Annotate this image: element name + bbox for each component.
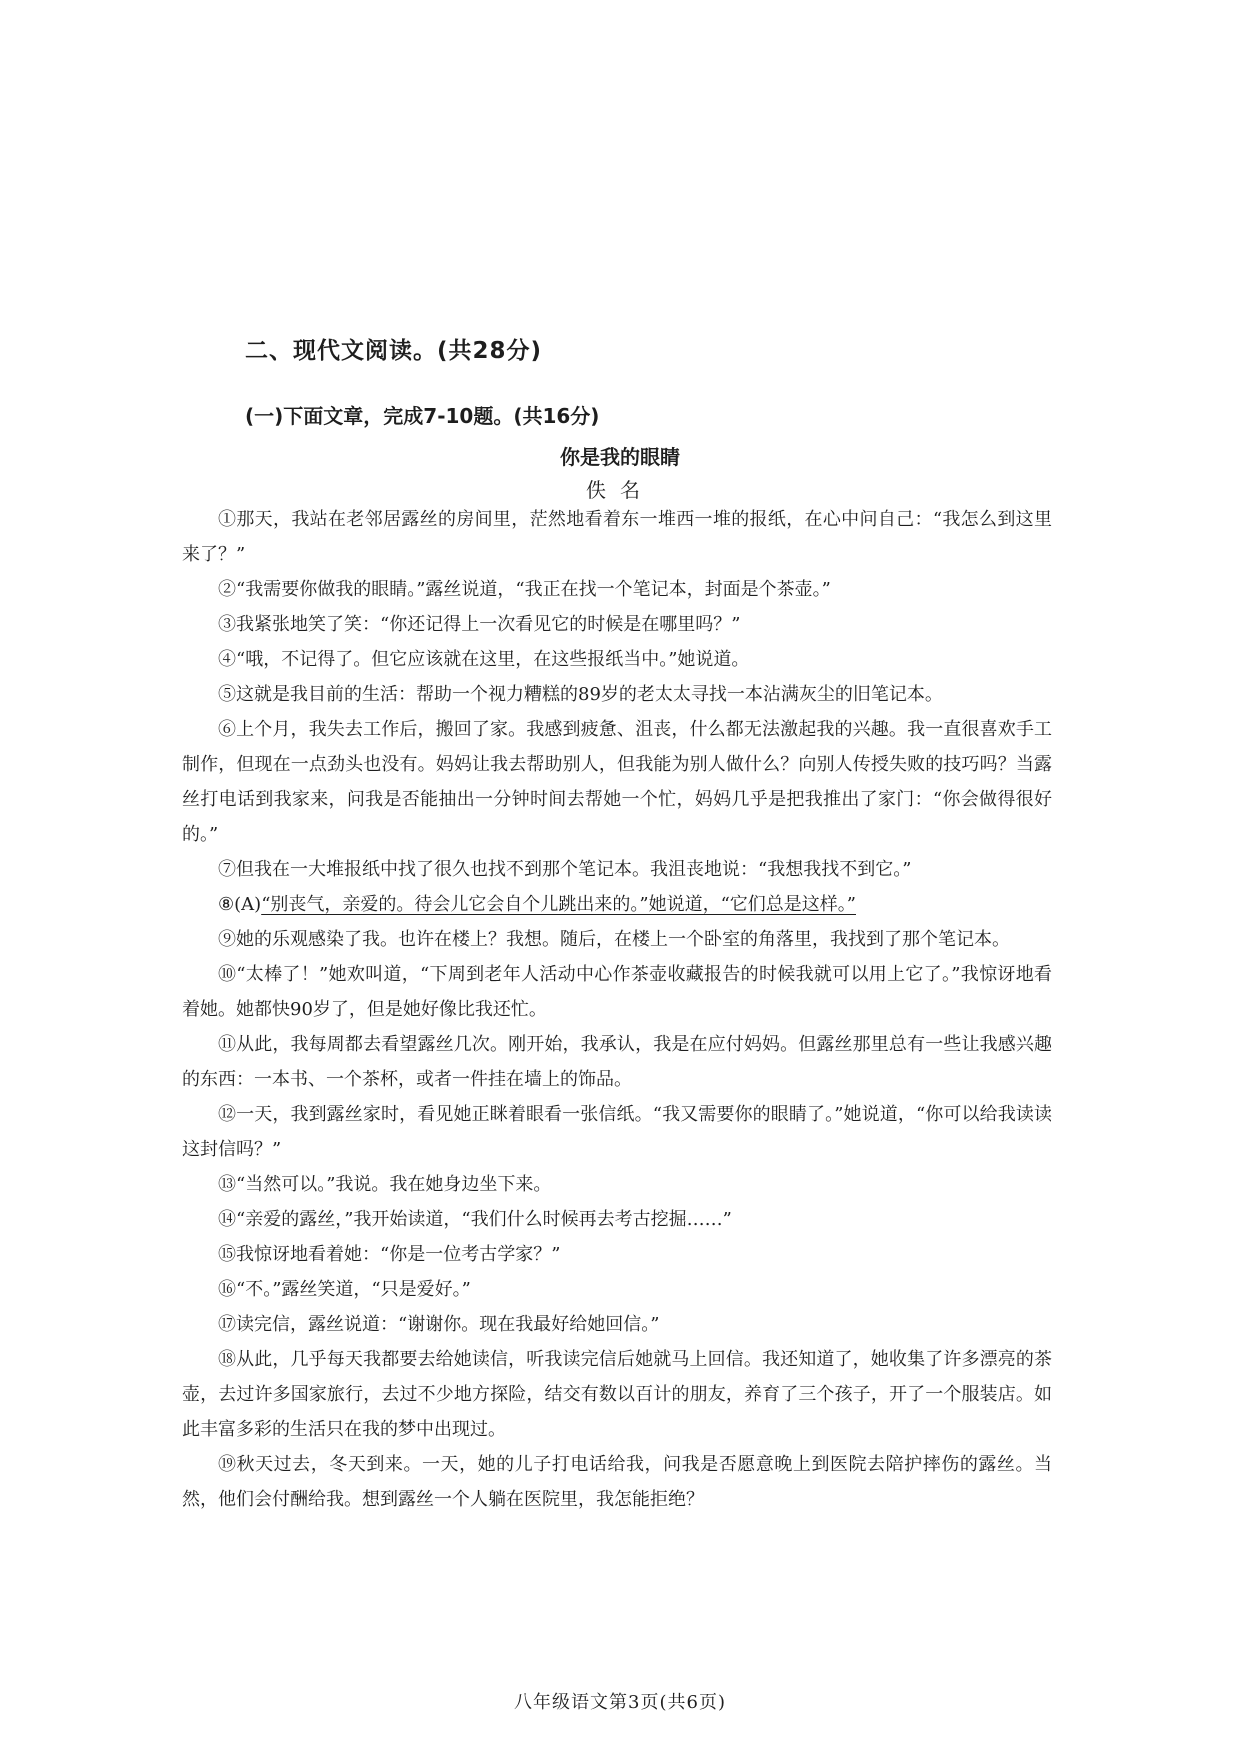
paragraph-14: ⑭“亲爱的露丝，”我开始读道，“我们什么时候再去考古挖掘……” <box>218 1209 732 1230</box>
paragraph-8-marker: ⑧(A) <box>218 894 262 915</box>
paragraph-19: ⑲秋天过去，冬天到来。一天，她的儿子打电话给我，问我是否愿意晚上到医院去陪护摔伤的露丝。当然，他们会付酬给我。想到露丝一个人躺在医院里，我怎能拒绝？ <box>182 1454 1052 1510</box>
paragraph-4: ④“哦，不记得了。但它应该就在这里，在这些报纸当中。”她说道。 <box>218 649 750 670</box>
paragraph-15: ⑮我惊讶地看着她：“你是一位考古学家？” <box>218 1244 561 1265</box>
paragraph-18: ⑱从此，几乎每天我都要去给她读信，听我读完信后她就马上回信。我还知道了，她收集了许多漂亮的茶壶，去过许多国家旅行，去过不少地方探险，结交有数以百计的朋友，养育了三个孩子，开了一个服装店。如此丰富多彩的生活只在我的梦中出现过。 <box>182 1349 1052 1440</box>
paragraph-17: ⑰读完信，露丝说道：“谢谢你。现在我最好给她回信。” <box>218 1314 660 1335</box>
paragraph-5: ⑤这就是我目前的生活：帮助一个视力糟糕的89岁的老太太寻找一本沾满灰尘的旧笔记本。 <box>218 684 943 705</box>
paragraph-8 <box>182 887 1052 922</box>
article-title: 你是我的眼睛 <box>560 445 680 469</box>
paragraph-2: ②“我需要你做我的眼睛。”露丝说道，“我正在找一个笔记本，封面是个茶壶。” <box>218 579 831 600</box>
underlined-sentence-a: “别丧气，亲爱的。待会儿它会自个儿跳出来的。”她说道，“它们总是这样。” <box>261 894 856 915</box>
paragraph-16: ⑯“不。”露丝笑道，“只是爱好。” <box>218 1279 471 1300</box>
paragraph-11: ⑪从此，我每周都去看望露丝几次。刚开始，我承认，我是在应付妈妈。但露丝那里总有一些让我感兴趣的东西：一本书、一个茶杯，或者一件挂在墙上的饰品。 <box>182 1034 1052 1090</box>
paragraph-13: ⑬“当然可以。”我说。我在她身边坐下来。 <box>218 1174 552 1195</box>
paragraph-10: ⑩“太棒了！”她欢叫道，“下周到老年人活动中心作茶壶收藏报告的时候我就可以用上它了。”我惊讶地看着她。她都快90岁了，但是她好像比我还忙。 <box>182 964 1052 1020</box>
section-heading: 二、现代文阅读。(共28分) <box>245 338 543 364</box>
paragraph-1: ①那天，我站在老邻居露丝的房间里，茫然地看着东一堆西一堆的报纸，在心中问自己：“我怎么到这里来了？” <box>182 509 1052 565</box>
paragraph-9: ⑨她的乐观感染了我。也许在楼上？我想。随后，在楼上一个卧室的角落里，我找到了那个笔记本。 <box>218 929 1010 950</box>
paragraph-12: ⑫一天，我到露丝家时，看见她正眯着眼看一张信纸。“我又需要你的眼睛了。”她说道，“你可以给我读读这封信吗？” <box>182 1104 1052 1160</box>
passage-instruction: (一)下面文章，完成7-10题。(共16分) <box>245 404 600 428</box>
paragraph-3: ③我紧张地笑了笑：“你还记得上一次看见它的时候是在哪里吗？” <box>218 614 741 635</box>
paragraph-7: ⑦但我在一大堆报纸中找了很久也找不到那个笔记本。我沮丧地说：“我想我找不到它。” <box>218 859 912 880</box>
paragraph-6: ⑥上个月，我失去工作后，搬回了家。我感到疲惫、沮丧，什么都无法激起我的兴趣。我一直很喜欢手工制作，但现在一点劲头也没有。妈妈让我去帮助别人，但我能为别人做什么？向别人传授失败的技巧吗？当露丝打电话到我家来，问我是否能抽出一分钟时间去帮她一个忙，妈妈几乎是把我推出了家门：“你会做得很好的。” <box>182 719 1052 845</box>
page-footer: 八年级语文第3页(共6页) <box>514 1692 726 1713</box>
article-author: 佚名 <box>586 478 654 502</box>
article-body <box>182 502 1052 1517</box>
